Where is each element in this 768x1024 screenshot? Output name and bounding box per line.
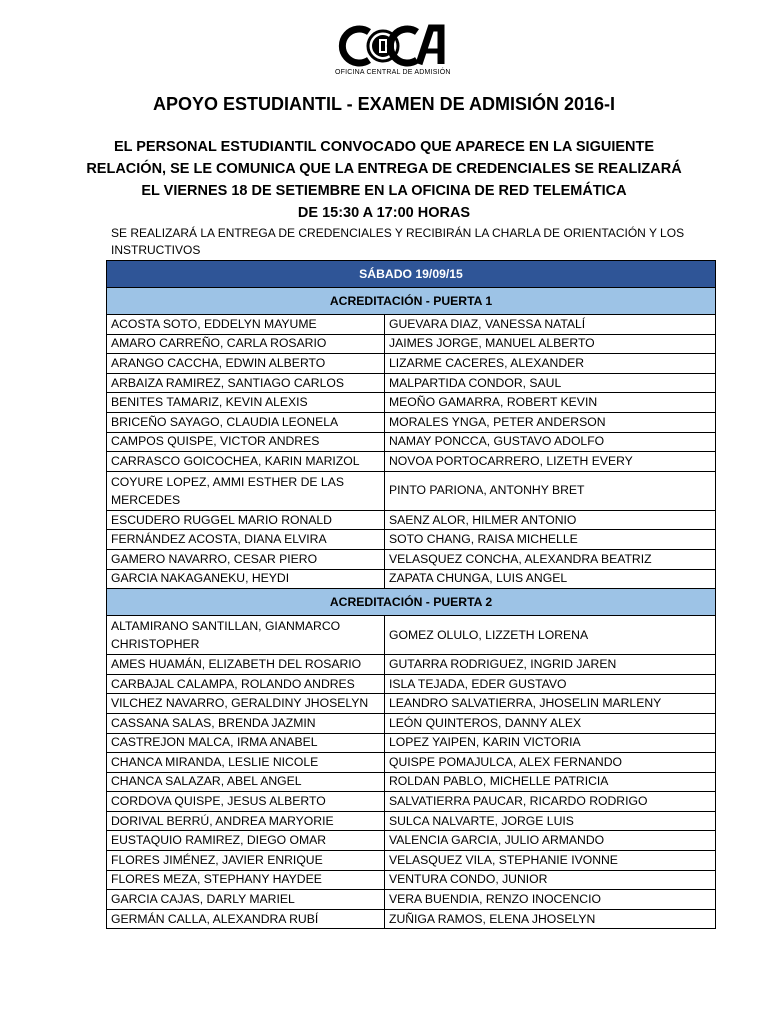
table-row — [107, 432, 716, 452]
notice — [60, 136, 708, 224]
oca-logo — [335, 24, 451, 80]
name-cell-left: GARCIA CAJAS, DARLY MARIEL — [107, 890, 385, 910]
name-cell-left: CHANCA SALAZAR, ABEL ANGEL — [107, 772, 385, 792]
table-row — [107, 334, 716, 354]
table-row — [107, 412, 716, 432]
oca-logo-mark — [335, 24, 447, 68]
table-row — [107, 772, 716, 792]
day-header-row — [107, 261, 716, 288]
name-cell-left: EUSTAQUIO RAMIREZ, DIEGO OMAR — [107, 831, 385, 851]
name-cell-right: VENTURA CONDO, JUNIOR — [385, 870, 716, 890]
name-cell-left: COYURE LOPEZ, AMMI ESTHER DE LAS MERCEDES — [107, 471, 385, 510]
table-row — [107, 616, 716, 655]
table-row — [107, 851, 716, 871]
name-cell-right: NOVOA PORTOCARRERO, LIZETH EVERY — [385, 452, 716, 472]
table-row — [107, 315, 716, 335]
table-row — [107, 569, 716, 589]
name-cell-left: FLORES MEZA, STEPHANY HAYDEE — [107, 870, 385, 890]
table-row — [107, 530, 716, 550]
name-cell-left: ARANGO CACCHA, EDWIN ALBERTO — [107, 354, 385, 374]
name-cell-left: BRICEÑO SAYAGO, CLAUDIA LEONELA — [107, 412, 385, 432]
table-row — [107, 792, 716, 812]
roster-table — [106, 260, 716, 929]
name-cell-left: AMES HUAMÁN, ELIZABETH DEL ROSARIO — [107, 655, 385, 675]
name-cell-left: CARRASCO GOICOCHEA, KARIN MARIZOL — [107, 452, 385, 472]
page-title: APOYO ESTUDIANTIL - EXAMEN DE ADMISIÓN 2016-I — [152, 94, 616, 114]
name-cell-right: VELASQUEZ VILA, STEPHANIE IVONNE — [385, 851, 716, 871]
name-cell-right: MEOÑO GAMARRA, ROBERT KEVIN — [385, 393, 716, 413]
name-cell-right: VELASQUEZ CONCHA, ALEXANDRA BEATRIZ — [385, 549, 716, 569]
table-row — [107, 452, 716, 472]
name-cell-right: SAENZ ALOR, HILMER ANTONIO — [385, 510, 716, 530]
logo-caption: OFICINA CENTRAL DE ADMISIÓN — [335, 69, 451, 76]
notice-line: DE 15:30 A 17:00 HORAS — [297, 205, 471, 221]
name-cell-left: ARBAIZA RAMIREZ, SANTIAGO CARLOS — [107, 373, 385, 393]
name-cell-right: JAIMES JORGE, MANUEL ALBERTO — [385, 334, 716, 354]
name-cell-right: SULCA NALVARTE, JORGE LUIS — [385, 811, 716, 831]
name-cell-left: CASTREJON MALCA, IRMA ANABEL — [107, 733, 385, 753]
notice-line: RELACIÓN, SE LE COMUNICA QUE LA ENTREGA DE CREDENCIALES SE REALIZARÁ — [86, 161, 682, 177]
name-cell-left: FLORES JIMÉNEZ, JAVIER ENRIQUE — [107, 851, 385, 871]
name-cell-right: LEÓN QUINTEROS, DANNY ALEX — [385, 713, 716, 733]
section-header: ACREDITACIÓN - PUERTA 1 — [107, 288, 716, 315]
table-row — [107, 831, 716, 851]
name-cell-right: ZAPATA CHUNGA, LUIS ANGEL — [385, 569, 716, 589]
roster-body — [107, 261, 716, 929]
name-cell-right: ISLA TEJADA, EDER GUSTAVO — [385, 674, 716, 694]
name-cell-left: CAMPOS QUISPE, VICTOR ANDRES — [107, 432, 385, 452]
name-cell-left: VILCHEZ NAVARRO, GERALDINY JHOSELYN — [107, 694, 385, 714]
table-row — [107, 713, 716, 733]
section-header: ACREDITACIÓN - PUERTA 2 — [107, 589, 716, 616]
day-header: SÁBADO 19/09/15 — [107, 261, 716, 288]
name-cell-left: AMARO CARREÑO, CARLA ROSARIO — [107, 334, 385, 354]
name-cell-right: MORALES YNGA, PETER ANDERSON — [385, 412, 716, 432]
name-cell-right: VALENCIA GARCIA, JULIO ARMANDO — [385, 831, 716, 851]
name-cell-right: LOPEZ YAIPEN, KARIN VICTORIA — [385, 733, 716, 753]
table-row — [107, 890, 716, 910]
table-row — [107, 393, 716, 413]
subnote: SE REALIZARÁ LA ENTREGA DE CREDENCIALES Y RECIBIRÁN LA CHARLA DE ORIENTACIÓN Y LOS INSTRUCTIVOS — [111, 226, 685, 257]
table-row — [107, 909, 716, 929]
table-row — [107, 354, 716, 374]
name-cell-left: DORIVAL BERRÚ, ANDREA MARYORIE — [107, 811, 385, 831]
table-row — [107, 549, 716, 569]
name-cell-right: GOMEZ OLULO, LIZZETH LORENA — [385, 616, 716, 655]
name-cell-left: CORDOVA QUISPE, JESUS ALBERTO — [107, 792, 385, 812]
name-cell-left: ESCUDERO RUGGEL MARIO RONALD — [107, 510, 385, 530]
table-row — [107, 373, 716, 393]
name-cell-right: PINTO PARIONA, ANTONHY BRET — [385, 471, 716, 510]
name-cell-left: CARBAJAL CALAMPA, ROLANDO ANDRES — [107, 674, 385, 694]
name-cell-right: SALVATIERRA PAUCAR, RICARDO RODRIGO — [385, 792, 716, 812]
name-cell-left: CASSANA SALAS, BRENDA JAZMIN — [107, 713, 385, 733]
name-cell-right: ZUÑIGA RAMOS, ELENA JHOSELYN — [385, 909, 716, 929]
name-cell-left: CHANCA MIRANDA, LESLIE NICOLE — [107, 753, 385, 773]
table-row — [107, 753, 716, 773]
notice-line: EL VIERNES 18 DE SETIEMBRE EN LA OFICINA DE RED TELEMÁTICA — [141, 183, 627, 199]
table-row — [107, 870, 716, 890]
name-cell-right: GUEVARA DIAZ, VANESSA NATALÍ — [385, 315, 716, 335]
name-cell-right: GUTARRA RODRIGUEZ, INGRID JAREN — [385, 655, 716, 675]
table-row — [107, 674, 716, 694]
name-cell-left: ACOSTA SOTO, EDDELYN MAYUME — [107, 315, 385, 335]
table-row — [107, 655, 716, 675]
name-cell-right: LIZARME CACERES, ALEXANDER — [385, 354, 716, 374]
name-cell-left: BENITES TAMARIZ, KEVIN ALEXIS — [107, 393, 385, 413]
notice-line: EL PERSONAL ESTUDIANTIL CONVOCADO QUE APARECE EN LA SIGUIENTE — [113, 139, 655, 155]
name-cell-right: ROLDAN PABLO, MICHELLE PATRICIA — [385, 772, 716, 792]
name-cell-right: QUISPE POMAJULCA, ALEX FERNANDO — [385, 753, 716, 773]
table-row — [107, 694, 716, 714]
name-cell-left: ALTAMIRANO SANTILLAN, GIANMARCO CHRISTOPHER — [107, 616, 385, 655]
section-header-row — [107, 589, 716, 616]
table-row — [107, 471, 716, 510]
name-cell-right: VERA BUENDIA, RENZO INOCENCIO — [385, 890, 716, 910]
name-cell-left: GARCIA NAKAGANEKU, HEYDI — [107, 569, 385, 589]
name-cell-right: SOTO CHANG, RAISA MICHELLE — [385, 530, 716, 550]
name-cell-right: LEANDRO SALVATIERRA, JHOSELIN MARLENY — [385, 694, 716, 714]
name-cell-right: MALPARTIDA CONDOR, SAUL — [385, 373, 716, 393]
section-header-row — [107, 288, 716, 315]
name-cell-left: GAMERO NAVARRO, CESAR PIERO — [107, 549, 385, 569]
table-row — [107, 510, 716, 530]
table-row — [107, 733, 716, 753]
table-row — [107, 811, 716, 831]
name-cell-left: GERMÁN CALLA, ALEXANDRA RUBÍ — [107, 909, 385, 929]
name-cell-left: FERNÁNDEZ ACOSTA, DIANA ELVIRA — [107, 530, 385, 550]
name-cell-right: NAMAY PONCCA, GUSTAVO ADOLFO — [385, 432, 716, 452]
